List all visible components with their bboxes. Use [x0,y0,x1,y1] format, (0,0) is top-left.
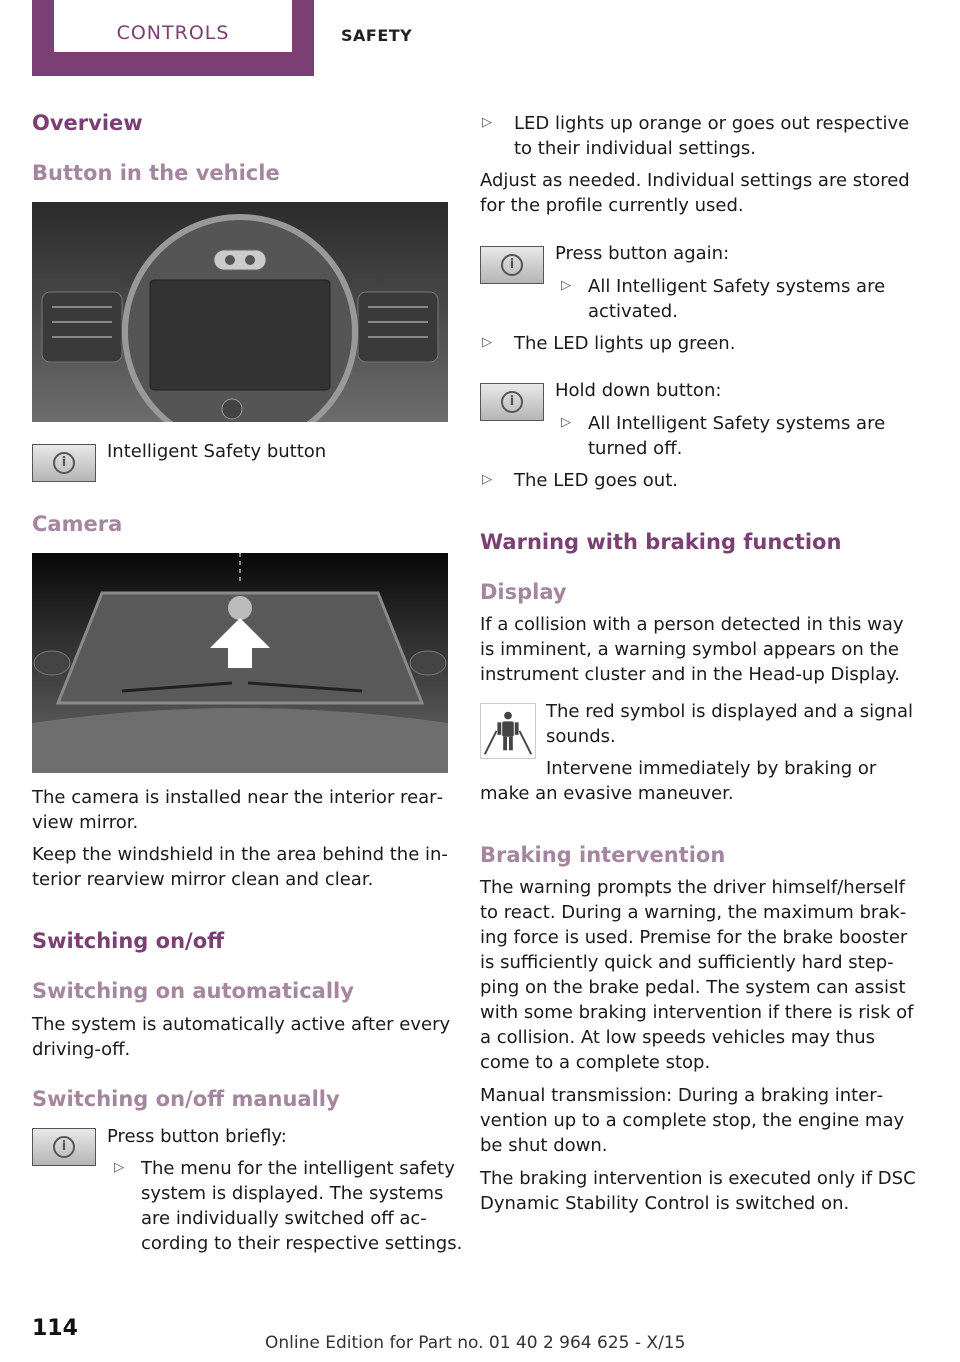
triangle-right-icon: ▷ [114,1160,124,1175]
heading-button-in-vehicle: Button in the vehicle [32,161,280,185]
heading-switching-auto: Switching on automatically [32,979,354,1003]
tab-controls [32,0,314,76]
list-item-line: The LED lights up green. [514,333,736,354]
list-item-line: activated. [588,301,678,322]
triangle-right-icon: ▷ [482,335,492,350]
dsc-line: The braking intervention is executed only if DSC [480,1168,916,1189]
dashboard-photo [32,202,448,422]
auto-text-line: driving-off. [32,1039,131,1060]
heading-braking-intervention: Braking intervention [480,843,726,867]
list-item-line: to their individual settings. [514,138,757,159]
triangle-right-icon: ▷ [482,115,492,130]
intelligent-safety-button-icon: i [480,383,544,421]
red-symbol-line: The red symbol is displayed and a signal [546,701,913,722]
pedestrian-warning-icon [480,703,536,759]
manual-transmission-line: be shut down. [480,1135,608,1156]
braking-text-line: come to a complete stop. [480,1052,711,1073]
adjust-text-line: for the profile currently used. [480,195,744,216]
list-item-line: LED lights up orange or goes out respective [514,113,910,134]
windshield-camera-photo [32,553,448,773]
red-symbol-line: sounds. [546,726,616,747]
braking-text-line: a collision. At low speeds vehicles may thus [480,1027,876,1048]
braking-text-line: The warning prompts the driver himself/herself [480,877,905,898]
manual-transmission-line: vention up to a complete stop, the engine may [480,1110,905,1131]
display-text-line: is imminent, a warning symbol appears on the [480,639,900,660]
tab-controls-label: CONTROLS [116,22,230,44]
display-text-line: instrument cluster and in the Head-up Display. [480,664,900,685]
list-item-line: The LED goes out. [514,470,678,491]
button-caption: Intelligent Safety button [107,441,327,462]
triangle-right-icon: ▷ [482,472,492,487]
heading-warning-braking: Warning with braking function [480,530,842,554]
intervene-line: Intervene immediately by braking or [546,758,877,779]
press-again: Press button again: [555,243,730,264]
page-number: 114 [32,1316,78,1341]
heading-overview: Overview [32,111,143,135]
manual-transmission-line: Manual transmission: During a braking inter‐ [480,1085,884,1106]
camera-text-line: Keep the windshield in the area behind the in‐ [32,844,448,865]
heading-camera: Camera [32,512,123,536]
footer-edition: Online Edition for Part no. 01 40 2 964 625 - X/15 [265,1333,686,1353]
braking-text-line: is sufficiently quick and sufficiently hard step‐ [480,952,894,973]
triangle-right-icon: ▷ [561,278,571,293]
intervene-line: make an evasive maneuver. [480,783,734,804]
camera-text-line: The camera is installed near the interior rear‐ [32,787,444,808]
hold-down: Hold down button: [555,380,722,401]
list-item-line: are individually switched off ac‐ [141,1208,427,1229]
braking-text-line: ing force is used. Premise for the brake booster [480,927,908,948]
list-item-line: All Intelligent Safety systems are [588,413,886,434]
intelligent-safety-button-icon: i [32,1128,96,1166]
heading-switching: Switching on/off [32,929,225,953]
camera-text-line: view mirror. [32,812,139,833]
auto-text-line: The system is automatically active after every [32,1014,451,1035]
heading-display: Display [480,580,567,604]
dsc-line: Dynamic Stability Control is switched on. [480,1193,850,1214]
list-item-line: system is displayed. The systems [141,1183,444,1204]
press-briefly: Press button briefly: [107,1126,287,1147]
braking-text-line: ping on the brake pedal. The system can assist [480,977,906,998]
list-item-line: All Intelligent Safety systems are [588,276,886,297]
braking-text-line: to react. During a warning, the maximum brak‐ [480,902,907,923]
triangle-right-icon: ▷ [561,415,571,430]
list-item-line: turned off. [588,438,683,459]
list-item-line: cording to their respective settings. [141,1233,463,1254]
list-item-line: The menu for the intelligent safety [141,1158,455,1179]
intelligent-safety-button-icon: i [480,246,544,284]
camera-text-line: terior rearview mirror clean and clear. [32,869,374,890]
braking-text-line: with some braking intervention if there is risk of [480,1002,914,1023]
tab-safety-label: SAFETY [341,26,413,45]
intelligent-safety-button-icon: i [32,444,96,482]
heading-switching-manual: Switching on/off manually [32,1087,340,1111]
adjust-text-line: Adjust as needed. Individual settings are stored [480,170,910,191]
display-text-line: If a collision with a person detected in this way [480,614,904,635]
